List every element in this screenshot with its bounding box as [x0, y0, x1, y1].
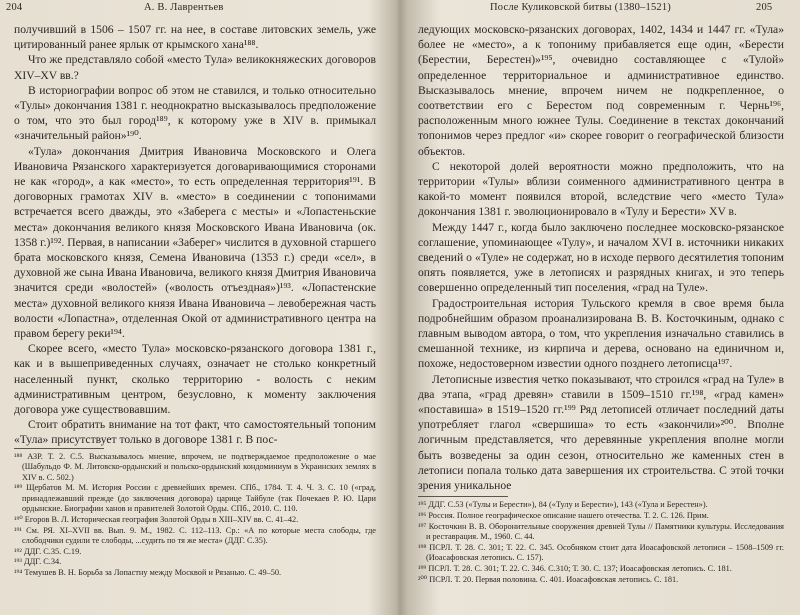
running-head: А. В. Лаврентьев: [144, 2, 224, 13]
page-number: 205: [756, 2, 773, 13]
body-text: [418, 22, 784, 493]
paragraph: «Тула» докончания Дмитрия Ивановича Московского и Олега Ивановича Рязанского характеризуется договаривающимися сторонами не как «город», а как «место», то есть определенная территория¹⁹¹. В договорных грамотах XIV в. «место» в соединении с топонимами встречается всего дважды, это «Заберега с месты» и «Лопастеньские места» докончания великого князя Московского Ивана Ивановича (ок. 1358 г.)¹⁹². Первая, в написании «Заберег» числится в духовной старшего брата московского князя, Семена Ивановича (1353 г.) среди «сел», в духовной же сына Ивана Ивановича, великого князя Дмитрия Ивановича значится среди «волостей» («волость отъездная»)¹⁹³. «Лопастенские места» духовной великого князя Ивана Ивановича – левобережная часть волости «Лопастна», отделенная Окой от административного центра на правом берегу реки¹⁹⁴.: [14, 144, 376, 341]
page-number: 204: [6, 2, 23, 13]
footnote: ²⁰⁰ ПСРЛ. Т. 20. Первая половина. С. 401. Иоасафовская летопись. С. 181.: [418, 574, 679, 584]
footnotes: [14, 452, 376, 579]
paragraph: Между 1447 г., когда было заключено последнее московско-рязанское соглашение, упоминающее «Тулу», и началом XVI в. источники никаких сведений о «Туле» не содержат, но в исходе первого десятилетия топоним опять появляется, уже в летописях и разрядных книгах, и это теперь совершенно определенный тип поселения, «град на Туле».: [418, 220, 784, 295]
footnote: ¹⁹⁹ ПСРЛ. Т. 28. С. 301; Т. 22. С. 346. С.310; Т. 30. С. 137; Иоасафовская летопись. С. 181.: [418, 563, 732, 573]
footnote: ¹⁹⁴ Темушев В. Н. Борьба за Лопастну между Москвой и Рязанью. С. 49–50.: [14, 568, 282, 578]
footnote: ¹⁹¹ См. РЯ. XI–XVII вв. Вып. 9. М., 1982. С. 112–113. Ср.: «А по которые места слободы, где слободчики судили те слободы, ...судить по тя же места» (ДДГ. С.35).: [14, 525, 376, 545]
footnote: ¹⁹³ ДДГ. С.34.: [14, 557, 62, 567]
footnotes: [418, 500, 784, 585]
right-page: [404, 0, 800, 615]
body-text: [14, 22, 376, 448]
footnote-rule: [14, 448, 104, 449]
paragraph: В историографии вопрос об этом не ставился, и только относительно «Тулы» докончания 1381 г. неоднократно высказывалось предположение о том, что это был город¹⁸⁹, к которому уже в XIV в. примыкал «значительный район»¹⁹⁰.: [14, 83, 376, 143]
paragraph: Летописные известия четко показывают, что строился «град на Туле» в два этапа, «град древян» ставили в 1509–1510 гг.¹⁹⁸, «град камен» «поставиша» в 1519–1520 гг.¹⁹⁹ Ряд летописей отличает последний даты употребляет глагол «свершиша» то есть «закончили»²⁰⁰. Вполне логичным представляется, что деревянные укрепления вполне могли быть возведены за один сезон, относительно же каменных стен в летописи попала только дата завершения их строительства. С этой точки зрения уникальное: [418, 372, 784, 493]
left-page: [0, 0, 392, 615]
footnote: ¹⁹⁰ Егоров В. Л. Историческая география Золотой Орды в XIII–XIV вв. С. 41–42.: [14, 514, 299, 524]
footnote: ¹⁹⁷ Косточкин В. В. Оборонительные сооружения древней Тулы // Памятники культуры. Исследования и реставрация. М., 1960. С. 44.: [418, 521, 784, 541]
paragraph: Что же представляло собой «место Тула» великокняжеских договоров XIV–XV вв.?: [14, 53, 376, 82]
paragraph: Стоит обратить внимание на тот факт, что самостоятельный топоним «Тула» присутствует только в договоре 1381 г. В пос-: [14, 418, 376, 447]
paragraph: получивший в 1506 – 1507 гг. на нее, в составе литовских земель, уже цитированный ранее ярлык от крымского хана¹⁸⁸.: [14, 23, 376, 52]
running-head: После Куликовской битвы (1380–1521): [490, 2, 672, 13]
footnote: ¹⁹⁸ ПСРЛ. Т. 28. С. 301; Т. 22. С. 345. Особняком стоит дата Иоасафовской летописи – 1508–1509 гг. (Иоасафовская летопись. С. 157).: [418, 542, 784, 562]
footnote: ¹⁸⁹ Щербатов М. М. История России с древнейших времен. СПб., 1784. Т. 4. Ч. 3. С. 10 («град, принадлежавший прежде (до заключения договора) царице Тайбуле (так Почекаев Р. Ю. Цари ордынские. Биографии ханов и правителей Золотой Орды. СПб., 2010. С. 110.: [14, 483, 376, 513]
paragraph: Скорее всего, «место Тула» московско-рязанского договора 1381 г., как и в вышеприведенных случаях, означает не столько конкретный населенный пункт, сколько территорию - волость с неким административным центром, безусловно, к моменту заключения договора уже существовавшим.: [14, 342, 376, 417]
footnote-rule: [418, 496, 508, 497]
paragraph: Градостроительная история Тульского кремля в свое время была подробнейшим образом проанализирована В. В. Косточкиным, однако с главным выводом автора, о том, что укрепления изначально ставились в смешанной технике, из кирпича и дерева, основано на единичном и, похоже, недостоверном известии одного позднего летописца¹⁹⁷.: [418, 296, 784, 371]
footnote: ¹⁹⁶ Россия. Полное географическое описание нашего отечества. Т. 2. С. 126. Прим.: [418, 510, 709, 520]
footnote: ¹⁹⁵ ДДГ. С.53 («Тулы и Берести»), 84 («Тулу и Берести»), 143 («Тула и Берестен»).: [418, 500, 708, 509]
footnote: ¹⁹² ДДГ. С.35. С.19.: [14, 546, 82, 556]
paragraph: ледующих московско-рязанских договорах, 1402, 1434 и 1447 гг. «Тула» более не «место», а к топониму прибавляется еще один, «Берести (Берестии, Берестен)»¹⁹⁵, очевидно составляющее с «Тулой» определенное территориальное и административное единство. Высказывалось мнение, впрочем ничем не подкрепленное, о соответствии его с Берестом под современным г. Чернь¹⁹⁶, расположенным много южнее Тулы. Соединение в текстах докончаний топонимов через предлог «и» скорее говорит о географической близости объектов.: [418, 23, 784, 158]
footnote: ¹⁸⁸ АЗР. Т. 2. С.5. Высказывалось мнение, впрочем, не подтверждаемое предположение о мае (Шабульдо Ф. М. Литовско-ордынский и польско-ордынский кондоминиум в Украинских землях в XIV в. С. 502.): [14, 452, 376, 482]
paragraph: С некоторой долей вероятности можно предположить, что на территории «Тулы» вблизи соименного административного центра в какой-то момент появился второй, вследствие чего «место Тула» докончания 1381 г. эволюционировало в «Тулу и Берести» XV в.: [418, 159, 784, 219]
